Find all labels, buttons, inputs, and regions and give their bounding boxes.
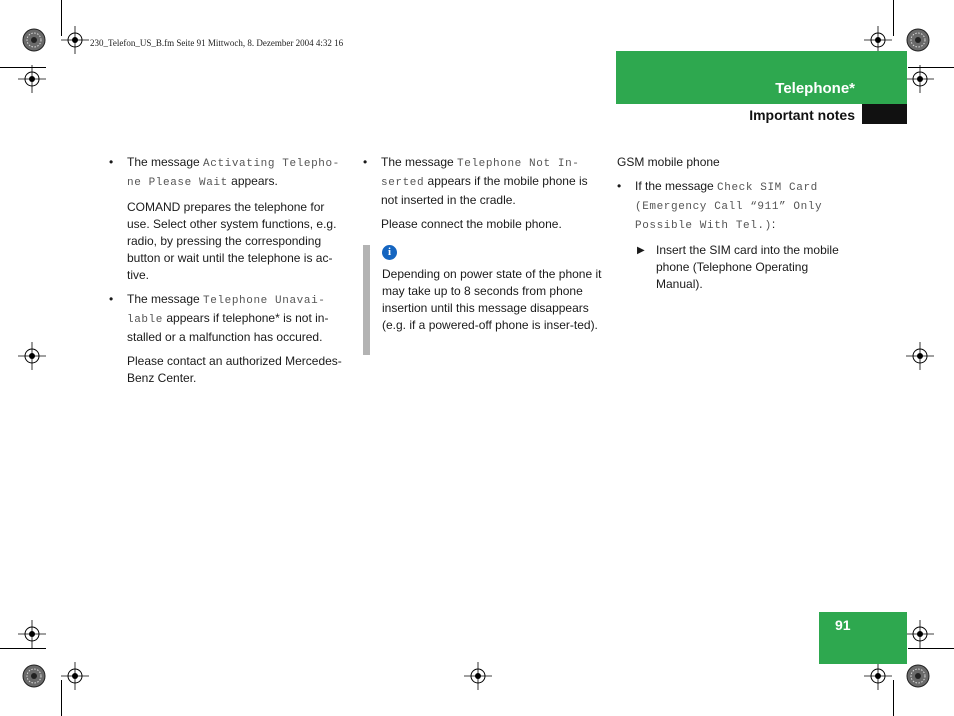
bullet-icon: • <box>363 155 368 169</box>
info-note-bar <box>363 245 370 355</box>
color-target-icon <box>906 28 930 52</box>
registration-mark-icon <box>864 662 892 690</box>
list-item <box>109 154 347 192</box>
display-message: Telephone Not In- <box>457 158 580 170</box>
registration-mark-icon <box>906 342 934 370</box>
registration-mark-icon <box>61 662 89 690</box>
registration-mark-icon <box>18 342 46 370</box>
subsection-heading: GSM mobile phone <box>617 155 720 169</box>
message-suffix: appears if the mobile phone is not inserted in the cradle. <box>381 174 588 207</box>
instruction-step <box>617 242 855 293</box>
display-message: lable <box>127 314 164 326</box>
print-header: 230_Telefon_US_B.fm Seite 91 Mittwoch, 8. Dezember 2004 4:32 16 <box>90 38 344 48</box>
info-icon: i <box>382 245 397 260</box>
list-item <box>109 291 347 346</box>
display-message: (Emergency Call “911” Only <box>635 201 823 213</box>
column-3 <box>617 154 855 300</box>
column-1 <box>109 154 347 394</box>
registration-mark-icon <box>18 620 46 648</box>
color-target-icon <box>906 664 930 688</box>
column-2 <box>363 154 603 353</box>
arrow-right-icon: ▶ <box>637 245 645 256</box>
display-message: ne Please Wait <box>127 177 228 189</box>
registration-mark-icon <box>864 26 892 54</box>
paragraph: Please connect the mobile phone. <box>381 217 562 231</box>
info-note-text: Depending on power state of the phone it may take up to 8 seconds from phone insertion until this message disappears (e.g. if a powered-off phone is inser-ted). <box>382 267 602 332</box>
message-suffix: appears if telephone* is not in-stalled or a malfunction has occured. <box>127 311 329 344</box>
bullet-icon: • <box>617 179 622 193</box>
color-target-icon <box>22 664 46 688</box>
page-number: 91 <box>835 617 851 633</box>
paragraph: Please contact an authorized Mercedes-Benz Center. <box>127 354 342 385</box>
registration-mark-icon <box>906 620 934 648</box>
message-prefix: The message <box>127 292 204 306</box>
instruction-text: Insert the SIM card into the mobile phone (Telephone Operating Manual). <box>656 243 839 291</box>
page-number-tab <box>819 612 907 664</box>
display-message: Check SIM Card <box>717 182 818 194</box>
info-note <box>363 245 603 353</box>
message-suffix: appears. <box>227 174 278 188</box>
message-prefix: The message <box>127 155 204 169</box>
message-prefix: The message <box>381 155 458 169</box>
registration-mark-icon <box>906 65 934 93</box>
section-title: Telephone* <box>775 80 855 97</box>
message-suffix: : <box>771 217 776 231</box>
list-item <box>363 154 603 209</box>
display-message: serted <box>381 177 425 189</box>
bullet-icon: • <box>109 155 114 169</box>
display-message: Telephone Unavai- <box>203 295 326 307</box>
subsection-title: Important notes <box>749 107 855 123</box>
section-header-bar <box>616 51 907 104</box>
list-item <box>617 178 855 235</box>
message-prefix: If the message <box>635 179 718 193</box>
registration-mark-icon <box>61 26 89 54</box>
registration-mark-icon <box>18 65 46 93</box>
registration-mark-icon <box>464 662 492 690</box>
color-target-icon <box>22 28 46 52</box>
display-message: Activating Telepho- <box>203 158 340 170</box>
display-message: Possible With Tel.) <box>635 220 772 232</box>
bullet-icon: • <box>109 292 114 306</box>
thumb-index-tab <box>862 104 907 124</box>
paragraph: COMAND prepares the telephone for use. Select other system functions, e.g. radio, by pressing the corresponding button or wait until the telephone is ac-tive. <box>127 200 337 282</box>
